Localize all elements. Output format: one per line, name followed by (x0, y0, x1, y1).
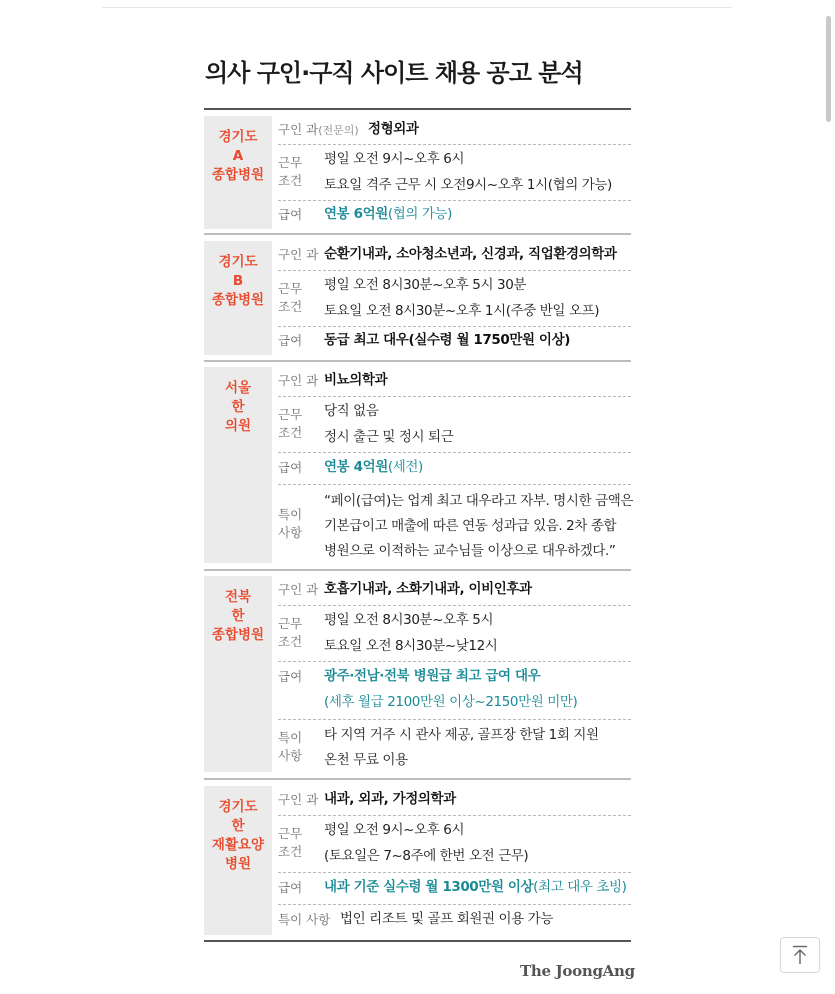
condition-row (278, 270, 631, 327)
dept-row (278, 241, 631, 271)
salary-main: 연봉 6억원 (324, 206, 388, 222)
top-divider (102, 7, 732, 8)
scroll-to-top-button[interactable] (780, 937, 820, 973)
salary-main: 광주·전남·전북 병원급 최고 급여 대우 (324, 668, 541, 684)
dept-row (278, 576, 631, 606)
condition-label-line: 조건 (278, 299, 303, 314)
section-divider (204, 569, 631, 571)
hospital-name (204, 576, 272, 772)
salary-note: (세후 월급 2100만원 이상~2150만원 미만) (324, 694, 578, 710)
special-label-line: 사항 (278, 525, 303, 540)
dept-value: 정형외과 (368, 121, 419, 137)
hospital-name-line: A (232, 148, 244, 164)
section-divider (204, 778, 631, 780)
title-rule (204, 108, 631, 110)
hospital-name-line: 의원 (224, 418, 252, 434)
dept-label: 구인 과 (278, 247, 319, 262)
hospital-name-line: 전북 (224, 589, 252, 605)
salary-main: 내과 기준 실수령 월 1300만원 이상 (324, 879, 534, 895)
dept-label: 구인 과 (278, 582, 319, 597)
hospital-name-line: B (232, 273, 244, 289)
condition-label-line: 근무 (278, 281, 303, 296)
special-line-1: 타 지역 거주 시 관사 제공, 골프장 한달 1회 지원 (324, 727, 599, 743)
special-line-3: 병원으로 이적하는 교수님들 이상으로 대우하겠다.” (324, 543, 616, 559)
condition-label-line: 조건 (278, 634, 303, 649)
dept-label: 구인 과 (278, 792, 319, 807)
condition-label-line: 근무 (278, 155, 303, 170)
hospital-name-line: 병원 (224, 856, 252, 872)
salary-main: 연봉 4억원 (324, 459, 388, 475)
condition-label (278, 280, 302, 316)
condition-line-1: 평일 오전 8시30분~오후 5시 (324, 612, 494, 628)
special-label-line: 특이 (278, 507, 303, 522)
condition-label-line: 근무 (278, 407, 303, 422)
dept-value: 호흡기내과, 소화기내과, 이비인후과 (324, 581, 532, 597)
hospital-block-b (204, 241, 631, 355)
hospital-name-line: 서울 (224, 380, 252, 396)
condition-label-line: 조건 (278, 844, 303, 859)
hospital-block-a (204, 116, 631, 229)
special-row (278, 719, 631, 772)
special-line-2: 온천 무료 이용 (324, 752, 408, 768)
hospital-name-line: 경기도 (218, 254, 258, 270)
dept-specialist-label: (전문의) (318, 124, 359, 137)
hospital-name-line: 종합병원 (211, 292, 265, 308)
condition-row (278, 144, 631, 201)
condition-line-1: 평일 오전 9시~오후 6시 (324, 822, 465, 838)
salary-label: 급여 (278, 207, 303, 222)
salary-note: (최고 대우 초빙) (533, 879, 627, 895)
condition-line-2: (토요일은 7~8주에 한번 오전 근무) (324, 848, 529, 864)
special-row (278, 904, 631, 935)
hospital-name-line: 한 (231, 399, 245, 415)
scrollbar-thumb[interactable] (826, 16, 831, 122)
salary-value (324, 201, 637, 227)
hospital-name-line: 한 (231, 608, 245, 624)
dept-value: 내과, 외과, 가정의학과 (324, 791, 456, 807)
special-line-2: 기본급이고 매출에 따른 연동 성과급 있음. 2차 종합 (324, 518, 617, 534)
condition-row (278, 396, 631, 453)
hospital-name-line: 경기도 (218, 129, 258, 145)
condition-row (278, 605, 631, 662)
section-divider (204, 233, 631, 235)
salary-row (278, 872, 631, 905)
page-title: 의사 구인·구직 사이트 채용 공고 분석 (205, 59, 583, 87)
arrow-up-to-line-icon (781, 938, 819, 972)
condition-line-1: 당직 없음 (324, 403, 379, 419)
hospital-block-rehab (204, 786, 631, 935)
hospital-name (204, 241, 272, 355)
special-row (278, 484, 634, 563)
condition-label-line: 조건 (278, 425, 303, 440)
hospital-block-seoul (204, 367, 634, 563)
condition-line-2: 토요일 격주 근무 시 오전9시~오후 1시(협의 가능) (324, 177, 612, 193)
condition-line-1: 평일 오전 9시~오후 6시 (324, 151, 465, 167)
section-divider (204, 360, 631, 362)
condition-label-line: 조건 (278, 173, 303, 188)
special-label-line: 사항 (278, 748, 303, 763)
hospital-name (204, 786, 272, 935)
dept-row (278, 116, 631, 145)
dept-value: 비뇨의학과 (324, 372, 388, 388)
salary-row (278, 452, 631, 485)
dept-label-text: 구인 과 (278, 122, 319, 137)
joongang-logo: The JoongAng (520, 962, 635, 980)
condition-label-line: 근무 (278, 826, 303, 841)
salary-label: 급여 (278, 460, 303, 475)
hospital-name-line: 종합병원 (211, 167, 265, 183)
dept-row (278, 367, 631, 397)
special-label (278, 506, 302, 542)
hospital-name-line: 한 (231, 818, 245, 834)
salary-row (278, 326, 631, 355)
dept-row (278, 786, 631, 816)
condition-row (278, 815, 631, 873)
salary-label: 급여 (278, 880, 303, 895)
hospital-name-line: 종합병원 (211, 627, 265, 643)
salary-row (278, 200, 631, 229)
hospital-block-jeonbuk (204, 576, 631, 772)
salary-value (324, 874, 637, 900)
bottom-rule (204, 940, 631, 942)
condition-label (278, 825, 302, 861)
condition-label (278, 615, 302, 651)
salary-row (278, 661, 631, 720)
condition-line-2: 토요일 오전 8시30분~오후 1시(주중 반일 오프) (324, 303, 600, 319)
condition-line-1: 평일 오전 8시30분~오후 5시 30분 (324, 277, 527, 293)
condition-label-line: 근무 (278, 616, 303, 631)
dept-value: 순환기내과, 소아청소년과, 신경과, 직업환경의학과 (324, 246, 617, 262)
hospital-name (204, 367, 272, 563)
special-line-1: “페이(급여)는 업계 최고 대우라고 자부. 명시한 금액은 (324, 493, 634, 509)
salary-label: 급여 (278, 669, 303, 684)
condition-line-2: 토요일 오전 8시30분~낮12시 (324, 638, 498, 654)
condition-label (278, 406, 302, 442)
special-value: 법인 리조트 및 골프 회원권 이용 가능 (340, 911, 553, 927)
salary-note: (세전) (387, 459, 423, 475)
special-label (278, 729, 302, 765)
dept-label: 구인 과 (278, 373, 319, 388)
salary-label: 급여 (278, 333, 303, 348)
hospital-name-line: 재활요양 (211, 837, 265, 853)
salary-note: (협의 가능) (387, 206, 453, 222)
salary-value: 동급 최고 대우(실수령 월 1750만원 이상) (324, 332, 570, 348)
condition-label (278, 154, 302, 190)
condition-line-2: 정시 출근 및 정시 퇴근 (324, 429, 454, 445)
hospital-name (204, 116, 272, 229)
hospital-name-line: 경기도 (218, 799, 258, 815)
dept-label (278, 121, 359, 140)
special-label: 특이 사항 (278, 912, 331, 927)
salary-value (324, 454, 637, 480)
special-label-line: 특이 (278, 730, 303, 745)
